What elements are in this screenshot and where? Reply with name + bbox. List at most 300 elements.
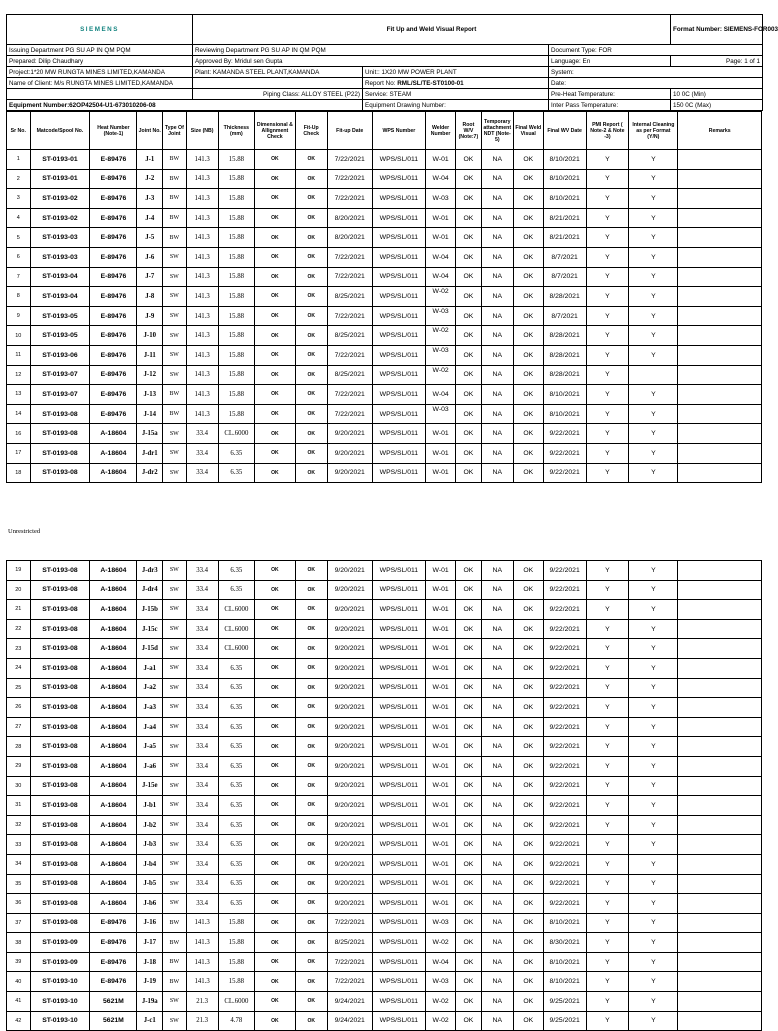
cell-final-wv-date: 8/10/2021 <box>543 150 586 170</box>
cell-fitup-date: 9/20/2021 <box>327 894 372 914</box>
table-row <box>7 894 762 914</box>
cell-dim-check: OK <box>255 208 296 228</box>
cell-internal-cleaning: Y <box>629 776 678 796</box>
cell-final-weld-visual: OK <box>513 639 543 659</box>
cell-welder-number: W-01 <box>426 854 456 874</box>
cell-root-wv: OK <box>456 952 482 972</box>
cell-sr-no: 23 <box>7 639 31 659</box>
cell-pmi-report: Y <box>586 463 629 483</box>
cell-size: 141.3 <box>186 952 218 972</box>
cell-welder-number: W-02 <box>426 1011 456 1031</box>
cell-pmi-report: Y <box>586 658 629 678</box>
cell-internal-cleaning: Y <box>629 463 678 483</box>
table-row <box>7 796 762 816</box>
cell-pmi-report: Y <box>586 189 629 209</box>
cell-wps-number: WPS/SL/011 <box>372 150 425 170</box>
cell-final-wv-date: 8/7/2021 <box>543 306 586 326</box>
cell-pmi-report: Y <box>586 208 629 228</box>
cell-fitup-date: 7/22/2021 <box>327 306 372 326</box>
cell-remarks <box>678 874 762 894</box>
cell-heat-number: E-89476 <box>90 345 137 365</box>
cell-remarks <box>678 1011 762 1031</box>
cell-joint-type: SW <box>163 796 187 816</box>
cell-root-wv: OK <box>456 874 482 894</box>
cell-fitup-date: 7/22/2021 <box>327 345 372 365</box>
table-row <box>7 189 762 209</box>
cell-remarks <box>678 169 762 189</box>
table-row <box>7 306 762 326</box>
cell-sr-no: 20 <box>7 580 31 600</box>
cell-internal-cleaning: Y <box>629 247 678 267</box>
cell-dim-check: OK <box>255 561 296 581</box>
cell-dim-check: OK <box>255 424 296 444</box>
cell-matcode: ST-0193-03 <box>30 247 90 267</box>
cell-fitup-date: 7/22/2021 <box>327 247 372 267</box>
cell-joint-type: SW <box>163 737 187 757</box>
column-header-sr-no: Sr No. <box>7 112 31 150</box>
cell-welder-number: W-04 <box>426 267 456 287</box>
page-number: Page: 1 of 1 <box>671 56 763 67</box>
table-row <box>7 874 762 894</box>
cell-dim-check: OK <box>255 835 296 855</box>
cell-welder-number: W-03 <box>426 404 456 424</box>
cell-temp-attachment-ndt: NA <box>481 874 513 894</box>
cell-remarks <box>678 189 762 209</box>
cell-matcode: ST-0193-08 <box>30 874 90 894</box>
cell-welder-number: W-01 <box>426 150 456 170</box>
cell-heat-number: 5621M <box>90 1011 137 1031</box>
preheat-label: Pre-Heat Temperature: <box>549 89 671 100</box>
cell-final-wv-date: 8/28/2021 <box>543 365 586 385</box>
cell-internal-cleaning: Y <box>629 835 678 855</box>
column-header-temp-attachment-ndt: Temporary attachment NDT (Note-5) <box>481 112 513 150</box>
cell-sr-no: 1 <box>7 150 31 170</box>
cell-welder-number: W-04 <box>426 247 456 267</box>
cell-welder-number: W-01 <box>426 737 456 757</box>
cell-final-wv-date: 8/10/2021 <box>543 972 586 992</box>
cell-remarks <box>678 756 762 776</box>
cell-wps-number: WPS/SL/011 <box>372 228 425 248</box>
cell-root-wv: OK <box>456 658 482 678</box>
cell-size: 33.4 <box>186 639 218 659</box>
cell-sr-no: 22 <box>7 619 31 639</box>
cell-dim-check: OK <box>255 580 296 600</box>
cell-dim-check: OK <box>255 1011 296 1031</box>
cell-size: 33.4 <box>186 874 218 894</box>
cell-fitup-check: OK <box>295 854 327 874</box>
cell-pmi-report: Y <box>586 854 629 874</box>
cell-heat-number: E-89476 <box>90 933 137 953</box>
cell-joint-type: BW <box>163 404 187 424</box>
cell-joint-no: J-16 <box>137 913 163 933</box>
cell-dim-check: OK <box>255 913 296 933</box>
cell-welder-number: W-01 <box>426 894 456 914</box>
cell-remarks <box>678 972 762 992</box>
cell-size: 33.4 <box>186 463 218 483</box>
cell-sr-no: 10 <box>7 326 31 346</box>
cell-joint-no: J-10 <box>137 326 163 346</box>
cell-final-weld-visual: OK <box>513 992 543 1012</box>
cell-fitup-check: OK <box>295 385 327 405</box>
cell-fitup-date: 9/24/2021 <box>327 1011 372 1031</box>
cell-root-wv: OK <box>456 247 482 267</box>
cell-dim-check: OK <box>255 326 296 346</box>
cell-wps-number: WPS/SL/011 <box>372 972 425 992</box>
cell-dim-check: OK <box>255 658 296 678</box>
table-row <box>7 619 762 639</box>
cell-remarks <box>678 835 762 855</box>
cell-remarks <box>678 894 762 914</box>
cell-remarks <box>678 580 762 600</box>
cell-fitup-date: 9/20/2021 <box>327 678 372 698</box>
cell-welder-number: W-01 <box>426 463 456 483</box>
cell-temp-attachment-ndt: NA <box>481 600 513 620</box>
cell-thickness: 6.35 <box>218 737 254 757</box>
cell-joint-no: J-c1 <box>137 1011 163 1031</box>
cell-temp-attachment-ndt: NA <box>481 776 513 796</box>
cell-pmi-report: Y <box>586 385 629 405</box>
cell-matcode: ST-0193-09 <box>30 952 90 972</box>
table-row <box>7 365 762 385</box>
cell-final-weld-visual: OK <box>513 678 543 698</box>
cell-size: 141.3 <box>186 326 218 346</box>
cell-joint-no: J-8 <box>137 287 163 307</box>
cell-heat-number: A-18604 <box>90 796 137 816</box>
cell-wps-number: WPS/SL/011 <box>372 737 425 757</box>
cell-wps-number: WPS/SL/011 <box>372 169 425 189</box>
cell-final-weld-visual: OK <box>513 972 543 992</box>
cell-fitup-date: 9/20/2021 <box>327 737 372 757</box>
cell-heat-number: A-18604 <box>90 756 137 776</box>
cell-size: 141.3 <box>186 404 218 424</box>
column-header-dim-check: Dimensional & Allignment Check <box>255 112 296 150</box>
cell-joint-no: J-15e <box>137 776 163 796</box>
cell-matcode: ST-0193-07 <box>30 365 90 385</box>
cell-internal-cleaning: Y <box>629 600 678 620</box>
cell-temp-attachment-ndt: NA <box>481 992 513 1012</box>
cell-heat-number: E-89476 <box>90 326 137 346</box>
cell-temp-attachment-ndt: NA <box>481 854 513 874</box>
cell-dim-check: OK <box>255 639 296 659</box>
cell-dim-check: OK <box>255 796 296 816</box>
cell-welder-number: W-01 <box>426 561 456 581</box>
cell-dim-check: OK <box>255 776 296 796</box>
cell-fitup-check: OK <box>295 600 327 620</box>
cell-final-weld-visual: OK <box>513 169 543 189</box>
cell-thickness: 6.35 <box>218 776 254 796</box>
cell-sr-no: 26 <box>7 698 31 718</box>
cell-root-wv: OK <box>456 1011 482 1031</box>
cell-dim-check: OK <box>255 600 296 620</box>
cell-root-wv: OK <box>456 619 482 639</box>
cell-joint-type: BW <box>163 952 187 972</box>
cell-matcode: ST-0193-10 <box>30 992 90 1012</box>
table-row <box>7 228 762 248</box>
cell-matcode: ST-0193-04 <box>30 267 90 287</box>
cell-fitup-check: OK <box>295 972 327 992</box>
cell-root-wv: OK <box>456 345 482 365</box>
cell-remarks <box>678 150 762 170</box>
cell-size: 141.3 <box>186 287 218 307</box>
cell-remarks <box>678 306 762 326</box>
cell-root-wv: OK <box>456 678 482 698</box>
cell-remarks <box>678 345 762 365</box>
cell-joint-type: BW <box>163 208 187 228</box>
cell-thickness: 15.88 <box>218 933 254 953</box>
cell-remarks <box>678 952 762 972</box>
cell-fitup-check: OK <box>295 698 327 718</box>
cell-final-wv-date: 8/21/2021 <box>543 228 586 248</box>
cell-joint-type: BW <box>163 933 187 953</box>
cell-welder-number: W-02 <box>426 933 456 953</box>
cell-size: 33.4 <box>186 561 218 581</box>
cell-fitup-date: 9/20/2021 <box>327 600 372 620</box>
cell-root-wv: OK <box>456 913 482 933</box>
cell-final-weld-visual: OK <box>513 326 543 346</box>
cell-thickness: CL.6000 <box>218 639 254 659</box>
cell-wps-number: WPS/SL/011 <box>372 796 425 816</box>
cell-sr-no: 25 <box>7 678 31 698</box>
cell-wps-number: WPS/SL/011 <box>372 815 425 835</box>
column-header-wps-number: WPS Number <box>372 112 425 150</box>
cell-heat-number: E-89476 <box>90 228 137 248</box>
cell-welder-number: W-01 <box>426 600 456 620</box>
cell-pmi-report: Y <box>586 169 629 189</box>
cell-final-wv-date: 9/22/2021 <box>543 894 586 914</box>
issuing-department: Issuing Department PG SU AP IN QM PQM <box>7 45 193 56</box>
cell-thickness: 6.35 <box>218 561 254 581</box>
cell-pmi-report: Y <box>586 267 629 287</box>
cell-remarks <box>678 678 762 698</box>
interpass-value: 150 0C (Max) <box>671 100 763 111</box>
cell-fitup-date: 8/25/2021 <box>327 326 372 346</box>
cell-heat-number: A-18604 <box>90 443 137 463</box>
cell-fitup-check: OK <box>295 561 327 581</box>
cell-heat-number: A-18604 <box>90 424 137 444</box>
cell-root-wv: OK <box>456 992 482 1012</box>
cell-internal-cleaning: Y <box>629 913 678 933</box>
cell-internal-cleaning: Y <box>629 737 678 757</box>
table-row <box>7 776 762 796</box>
cell-size: 141.3 <box>186 189 218 209</box>
cell-thickness: 15.88 <box>218 306 254 326</box>
cell-internal-cleaning: Y <box>629 306 678 326</box>
cell-final-wv-date: 8/28/2021 <box>543 326 586 346</box>
cell-size: 33.4 <box>186 796 218 816</box>
cell-thickness: 15.88 <box>218 365 254 385</box>
cell-dim-check: OK <box>255 678 296 698</box>
cell-fitup-date: 9/20/2021 <box>327 854 372 874</box>
cell-remarks <box>678 463 762 483</box>
cell-fitup-check: OK <box>295 796 327 816</box>
cell-dim-check: OK <box>255 169 296 189</box>
cell-remarks <box>678 815 762 835</box>
cell-remarks <box>678 404 762 424</box>
cell-final-wv-date: 8/10/2021 <box>543 169 586 189</box>
cell-fitup-date: 9/20/2021 <box>327 874 372 894</box>
cell-joint-no: J-15c <box>137 619 163 639</box>
cell-size: 33.4 <box>186 776 218 796</box>
table-row <box>7 992 762 1012</box>
cell-dim-check: OK <box>255 737 296 757</box>
cell-sr-no: 4 <box>7 208 31 228</box>
column-header-internal-cleaning: Internal Cleaning as per Format (Y/N) <box>629 112 678 150</box>
cell-pmi-report: Y <box>586 894 629 914</box>
cell-temp-attachment-ndt: NA <box>481 247 513 267</box>
cell-wps-number: WPS/SL/011 <box>372 385 425 405</box>
cell-final-weld-visual: OK <box>513 424 543 444</box>
cell-final-wv-date: 9/22/2021 <box>543 854 586 874</box>
cell-temp-attachment-ndt: NA <box>481 815 513 835</box>
cell-internal-cleaning: Y <box>629 287 678 307</box>
cell-sr-no: 30 <box>7 776 31 796</box>
cell-dim-check: OK <box>255 189 296 209</box>
cell-dim-check: OK <box>255 619 296 639</box>
cell-internal-cleaning: Y <box>629 796 678 816</box>
cell-joint-no: J-a6 <box>137 756 163 776</box>
cell-root-wv: OK <box>456 933 482 953</box>
cell-root-wv: OK <box>456 150 482 170</box>
cell-thickness: CL.6000 <box>218 619 254 639</box>
cell-joint-type: BW <box>163 228 187 248</box>
cell-matcode: ST-0193-08 <box>30 580 90 600</box>
cell-temp-attachment-ndt: NA <box>481 737 513 757</box>
interpass-label: Inter Pass Temperature: <box>549 100 671 111</box>
cell-root-wv: OK <box>456 737 482 757</box>
cell-joint-type: BW <box>163 150 187 170</box>
table-row <box>7 326 762 346</box>
cell-welder-number: W-01 <box>426 424 456 444</box>
cell-joint-no: J-a4 <box>137 717 163 737</box>
table-row <box>7 580 762 600</box>
cell-size: 33.4 <box>186 619 218 639</box>
cell-wps-number: WPS/SL/011 <box>372 639 425 659</box>
cell-remarks <box>678 717 762 737</box>
cell-joint-no: J-19 <box>137 972 163 992</box>
cell-fitup-date: 9/20/2021 <box>327 639 372 659</box>
cell-temp-attachment-ndt: NA <box>481 580 513 600</box>
cell-matcode: ST-0193-02 <box>30 208 90 228</box>
cell-temp-attachment-ndt: NA <box>481 463 513 483</box>
report-sheet-page-2 <box>6 560 762 1031</box>
column-header-welder-number: Welder Number <box>426 112 456 150</box>
cell-final-weld-visual: OK <box>513 815 543 835</box>
cell-joint-no: J-14 <box>137 404 163 424</box>
cell-sr-no: 41 <box>7 992 31 1012</box>
cell-joint-type: SW <box>163 365 187 385</box>
cell-remarks <box>678 737 762 757</box>
cell-wps-number: WPS/SL/011 <box>372 619 425 639</box>
cell-temp-attachment-ndt: NA <box>481 169 513 189</box>
table-row <box>7 169 762 189</box>
cell-welder-number: W-03 <box>426 972 456 992</box>
column-header-pmi-report: PMI Report ( Note-2 & Note -3) <box>586 112 629 150</box>
cell-fitup-check: OK <box>295 756 327 776</box>
cell-pmi-report: Y <box>586 913 629 933</box>
cell-remarks <box>678 228 762 248</box>
cell-sr-no: 6 <box>7 247 31 267</box>
cell-final-wv-date: 9/22/2021 <box>543 756 586 776</box>
cell-fitup-check: OK <box>295 737 327 757</box>
cell-final-wv-date: 9/22/2021 <box>543 737 586 757</box>
cell-wps-number: WPS/SL/011 <box>372 424 425 444</box>
cell-fitup-check: OK <box>295 678 327 698</box>
column-header-matcode: Matcode/Spool No. <box>30 112 90 150</box>
cell-root-wv: OK <box>456 815 482 835</box>
cell-remarks <box>678 424 762 444</box>
piping-class: Piping Class: ALLOY STEEL (P22) <box>193 89 363 100</box>
table-row <box>7 463 762 483</box>
cell-internal-cleaning: Y <box>629 443 678 463</box>
classification-label: Unrestricted <box>8 528 41 535</box>
cell-internal-cleaning: Y <box>629 169 678 189</box>
cell-final-wv-date: 8/28/2021 <box>543 345 586 365</box>
cell-final-weld-visual: OK <box>513 345 543 365</box>
cell-final-weld-visual: OK <box>513 913 543 933</box>
table-row <box>7 600 762 620</box>
cell-thickness: 6.35 <box>218 678 254 698</box>
column-header-fitup-date: Fit-up Date <box>327 112 372 150</box>
cell-size: 141.3 <box>186 169 218 189</box>
cell-matcode: ST-0193-07 <box>30 385 90 405</box>
cell-joint-no: J-2 <box>137 169 163 189</box>
cell-fitup-date: 9/20/2021 <box>327 619 372 639</box>
cell-internal-cleaning: Y <box>629 815 678 835</box>
cell-joint-type: SW <box>163 600 187 620</box>
cell-joint-type: SW <box>163 424 187 444</box>
cell-joint-no: J-b6 <box>137 894 163 914</box>
cell-welder-number: W-02 <box>426 326 456 346</box>
cell-internal-cleaning: Y <box>629 619 678 639</box>
cell-heat-number: A-18604 <box>90 463 137 483</box>
table-row <box>7 835 762 855</box>
cell-thickness: 6.35 <box>218 463 254 483</box>
cell-wps-number: WPS/SL/011 <box>372 756 425 776</box>
cell-internal-cleaning: Y <box>629 345 678 365</box>
cell-wps-number: WPS/SL/011 <box>372 933 425 953</box>
cell-remarks <box>678 443 762 463</box>
cell-joint-type: SW <box>163 854 187 874</box>
cell-heat-number: E-89476 <box>90 287 137 307</box>
cell-fitup-check: OK <box>295 619 327 639</box>
cell-wps-number: WPS/SL/011 <box>372 365 425 385</box>
cell-size: 141.3 <box>186 365 218 385</box>
cell-pmi-report: Y <box>586 424 629 444</box>
cell-joint-type: SW <box>163 698 187 718</box>
cell-fitup-date: 9/20/2021 <box>327 756 372 776</box>
cell-dim-check: OK <box>255 698 296 718</box>
cell-sr-no: 7 <box>7 267 31 287</box>
cell-internal-cleaning: Y <box>629 561 678 581</box>
cell-welder-number: W-01 <box>426 658 456 678</box>
cell-size: 33.4 <box>186 717 218 737</box>
cell-matcode: ST-0193-08 <box>30 698 90 718</box>
cell-dim-check: OK <box>255 404 296 424</box>
cell-final-wv-date: 9/22/2021 <box>543 874 586 894</box>
cell-joint-no: J-13 <box>137 385 163 405</box>
cell-joint-type: SW <box>163 247 187 267</box>
cell-heat-number: A-18604 <box>90 835 137 855</box>
cell-final-wv-date: 8/7/2021 <box>543 267 586 287</box>
weld-table-page-2 <box>6 560 762 1031</box>
cell-thickness: 15.88 <box>218 326 254 346</box>
cell-fitup-date: 8/25/2021 <box>327 287 372 307</box>
cell-matcode: ST-0193-01 <box>30 150 90 170</box>
cell-matcode: ST-0193-08 <box>30 600 90 620</box>
table-row <box>7 150 762 170</box>
report-number <box>363 78 549 89</box>
cell-welder-number: W-01 <box>426 443 456 463</box>
